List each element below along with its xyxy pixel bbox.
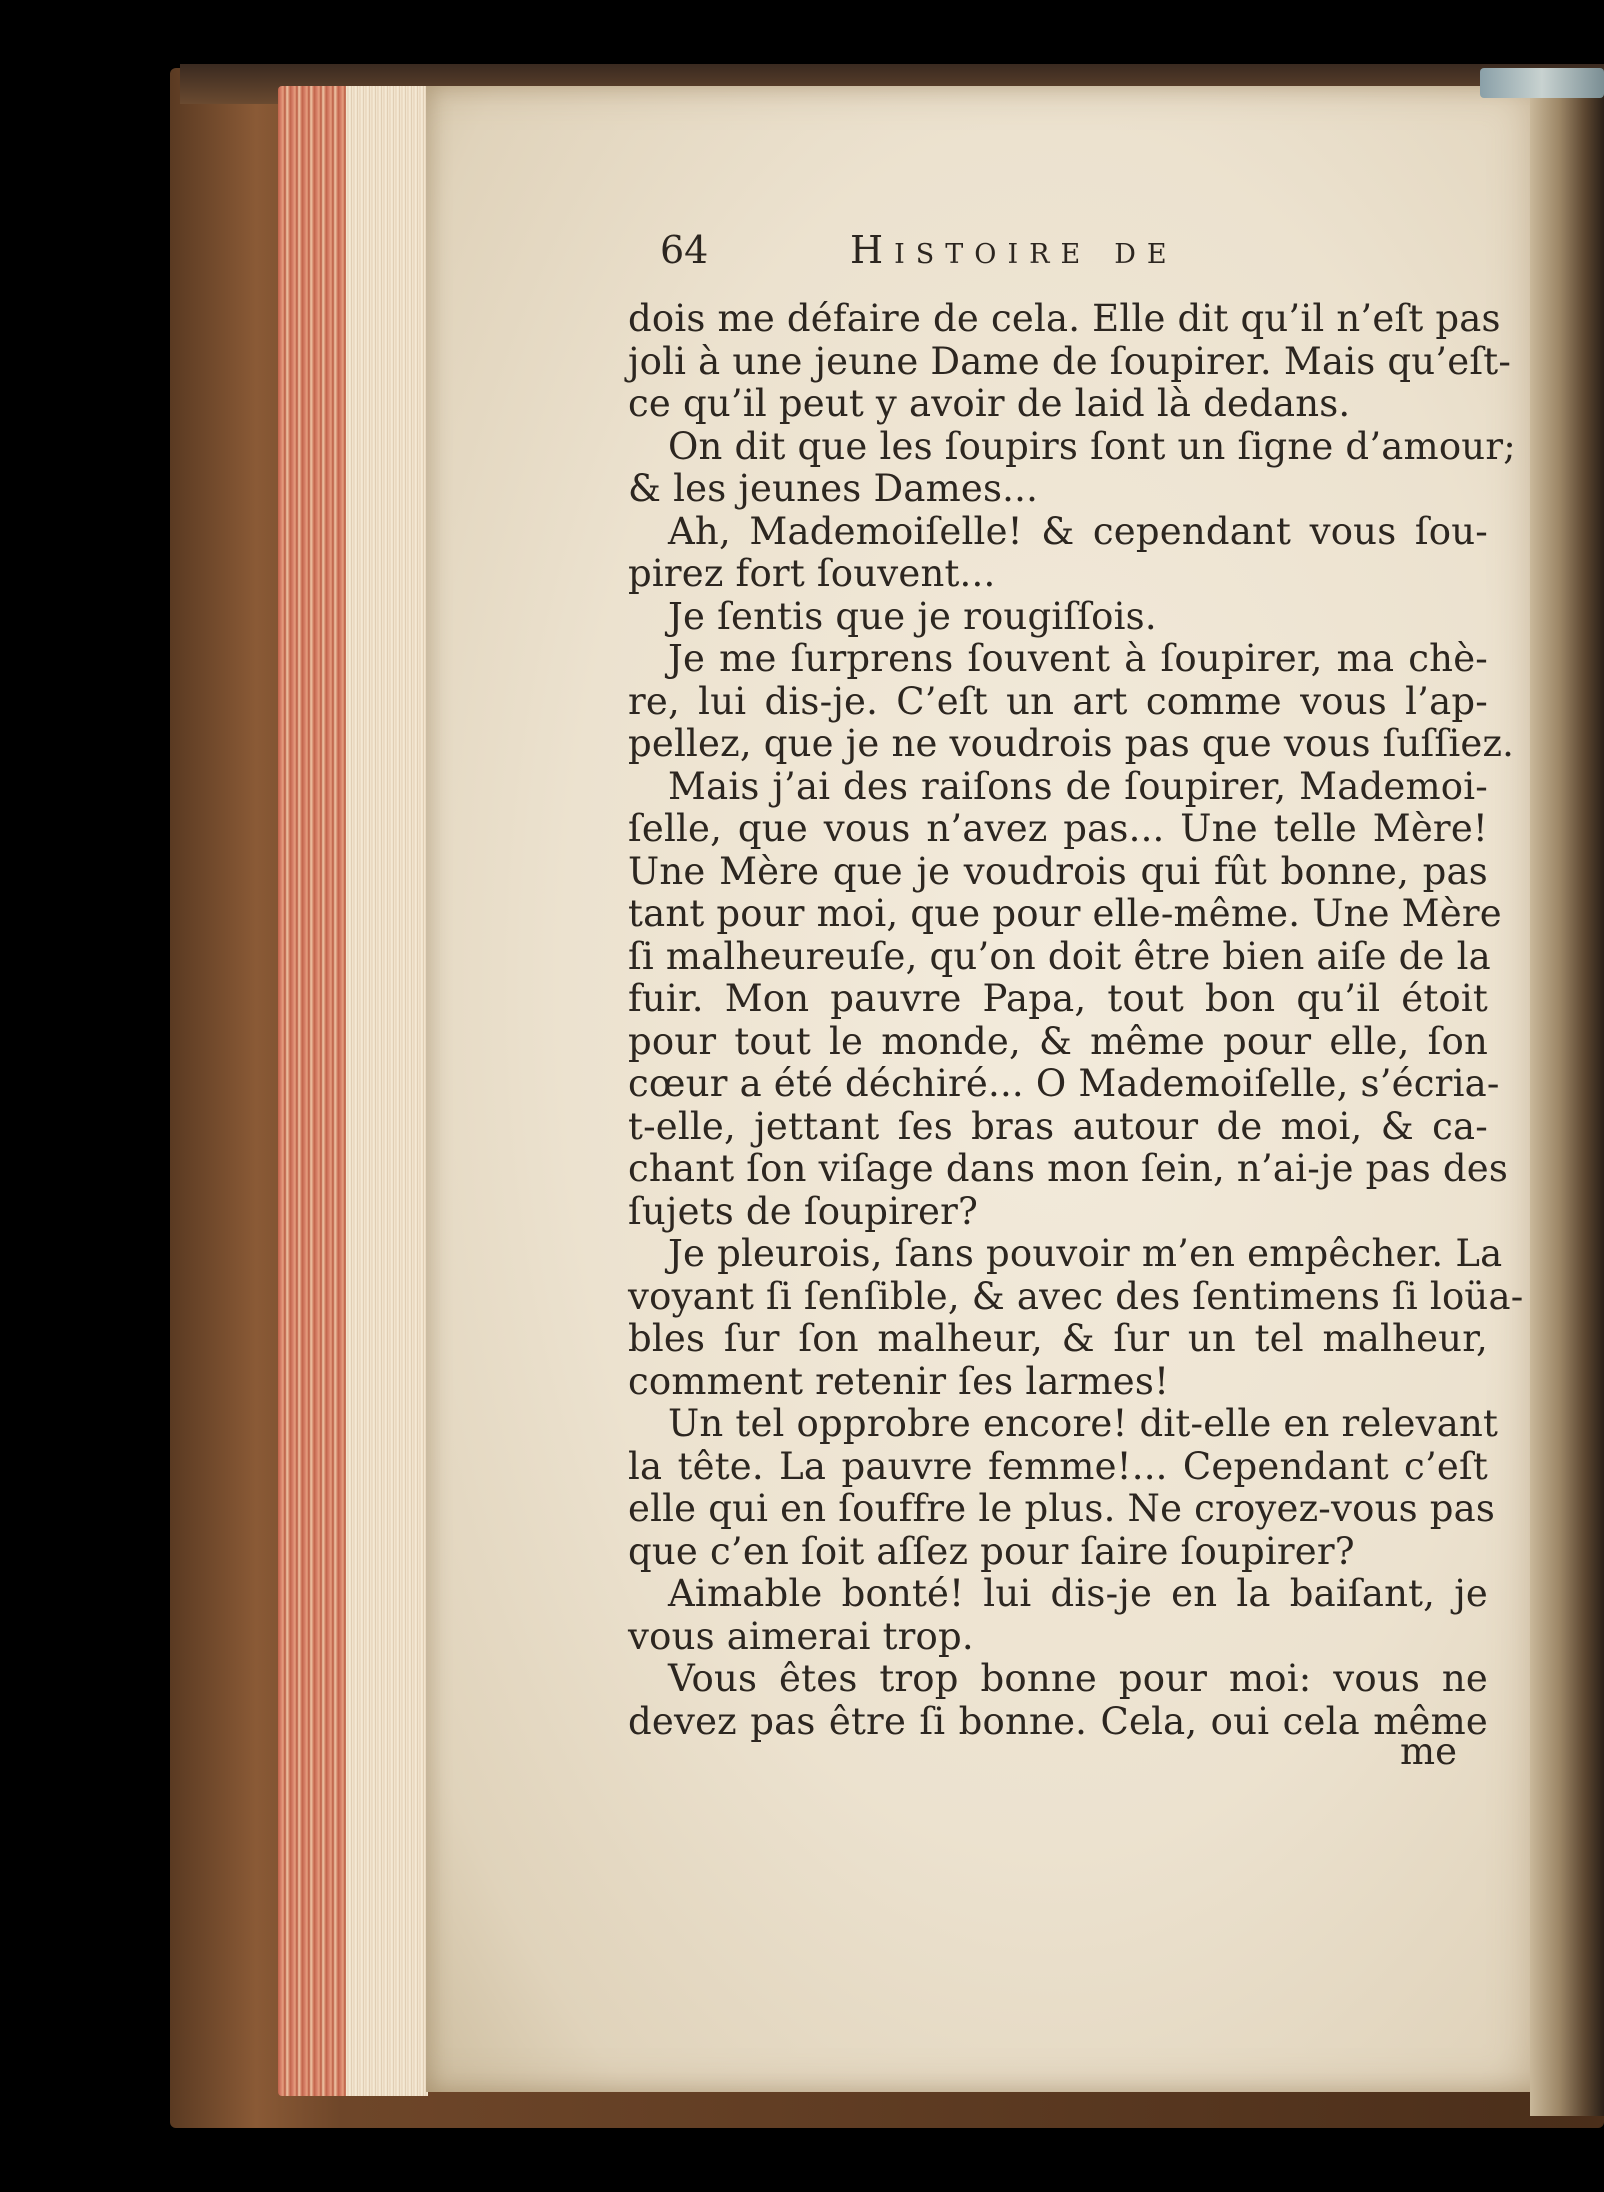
page-stack-edges [346,86,428,2096]
text-line: Je pleurois, ſans pouvoir m’en empêcher. La [668,1232,1503,1275]
text-line: joli à une jeune Dame de ſoupirer. Mais qu’eſt- [628,339,1512,383]
text-line: Ah, Mademoiſelle! & cependant vous ſou- [668,509,1488,553]
text-line: pellez, que je ne voudrois pas que vous ſuſſiez. [628,722,1515,765]
text-line: elle qui en ſouffre le plus. Ne croyez-vous pas [628,1487,1496,1530]
text-line: Aimable bonté! lui dis-je en la baiſant, je [668,1572,1488,1615]
text-line: ſujets de ſoupirer? [628,1189,979,1233]
text-line: devez pas être ſi bonne. Cela, oui cela même [628,1699,1488,1743]
text-line: pirez fort ſouvent... [628,552,996,595]
text-line: & les jeunes Dames... [628,467,1039,510]
page-header [660,228,1300,278]
text-line: comment retenir ſes larmes! [628,1359,1170,1403]
text-line: cœur a été déchiré... O Mademoiſelle, s’écria- [628,1062,1500,1105]
catchword: me [1400,1730,1457,1773]
text-line: fuir. Mon pauvre Papa, tout bon qu’il étoit [628,977,1488,1020]
text-line: voyant ſi ſenſible, & avec des ſentimens ſi loüa- [628,1274,1524,1318]
text-line: re, lui dis-je. C’eſt un art comme vous l’ap- [628,679,1488,723]
page-text [628,297,1524,1743]
book-gutter [1530,86,1604,2116]
text-line: t-elle, jettant ſes bras autour de moi, & ca- [628,1104,1488,1148]
running-head: Histoire de [850,228,1178,272]
text-line: que c’en ſoit aſſez pour ſaire ſoupirer? [628,1529,1355,1573]
text-line: ſi malheureuſe, qu’on doit être bien aiſe de la [628,934,1491,978]
text-line: Un tel opprobre encore! dit-elle en relevant [668,1402,1499,1445]
text-line: Je me ſurprens ſouvent à ſoupirer, ma chè- [668,637,1488,680]
text-line: Mais j’ai des raiſons de ſoupirer, Mademoi- [668,764,1488,808]
page-number: 64 [660,228,709,272]
spine-ribbon [1480,68,1604,98]
text-line: chant ſon viſage dans mon ſein, n’ai-je pas des [628,1147,1509,1190]
text-line: Une Mère que je voudrois qui fût bonne, pas [628,849,1488,893]
text-line: ce qu’il peut y avoir de laid là dedans. [628,382,1351,425]
text-line: vous aimerai trop. [628,1614,974,1658]
text-line: On dit que les ſoupirs ſont un ſigne d’amour; [668,424,1516,468]
text-line: tant pour moi, que pour elle-même. Une Mère [628,892,1502,935]
text-line: pour tout le monde, & même pour elle, ſon [628,1019,1488,1063]
text-line: ſelle, que vous n’avez pas... Une telle Mère! [628,807,1488,850]
text-line: Je ſentis que je rougiſſois. [668,594,1157,638]
text-line: bles ſur ſon malheur, & ſur un tel malheur, [628,1317,1488,1360]
text-line: la tête. La pauvre femme!... Cependant c’eſt [628,1444,1488,1488]
text-line: dois me défaire de cela. Elle dit qu’il n’eſt pas [628,297,1501,340]
text-line: Vous êtes trop bonne pour moi: vous ne [668,1657,1488,1700]
